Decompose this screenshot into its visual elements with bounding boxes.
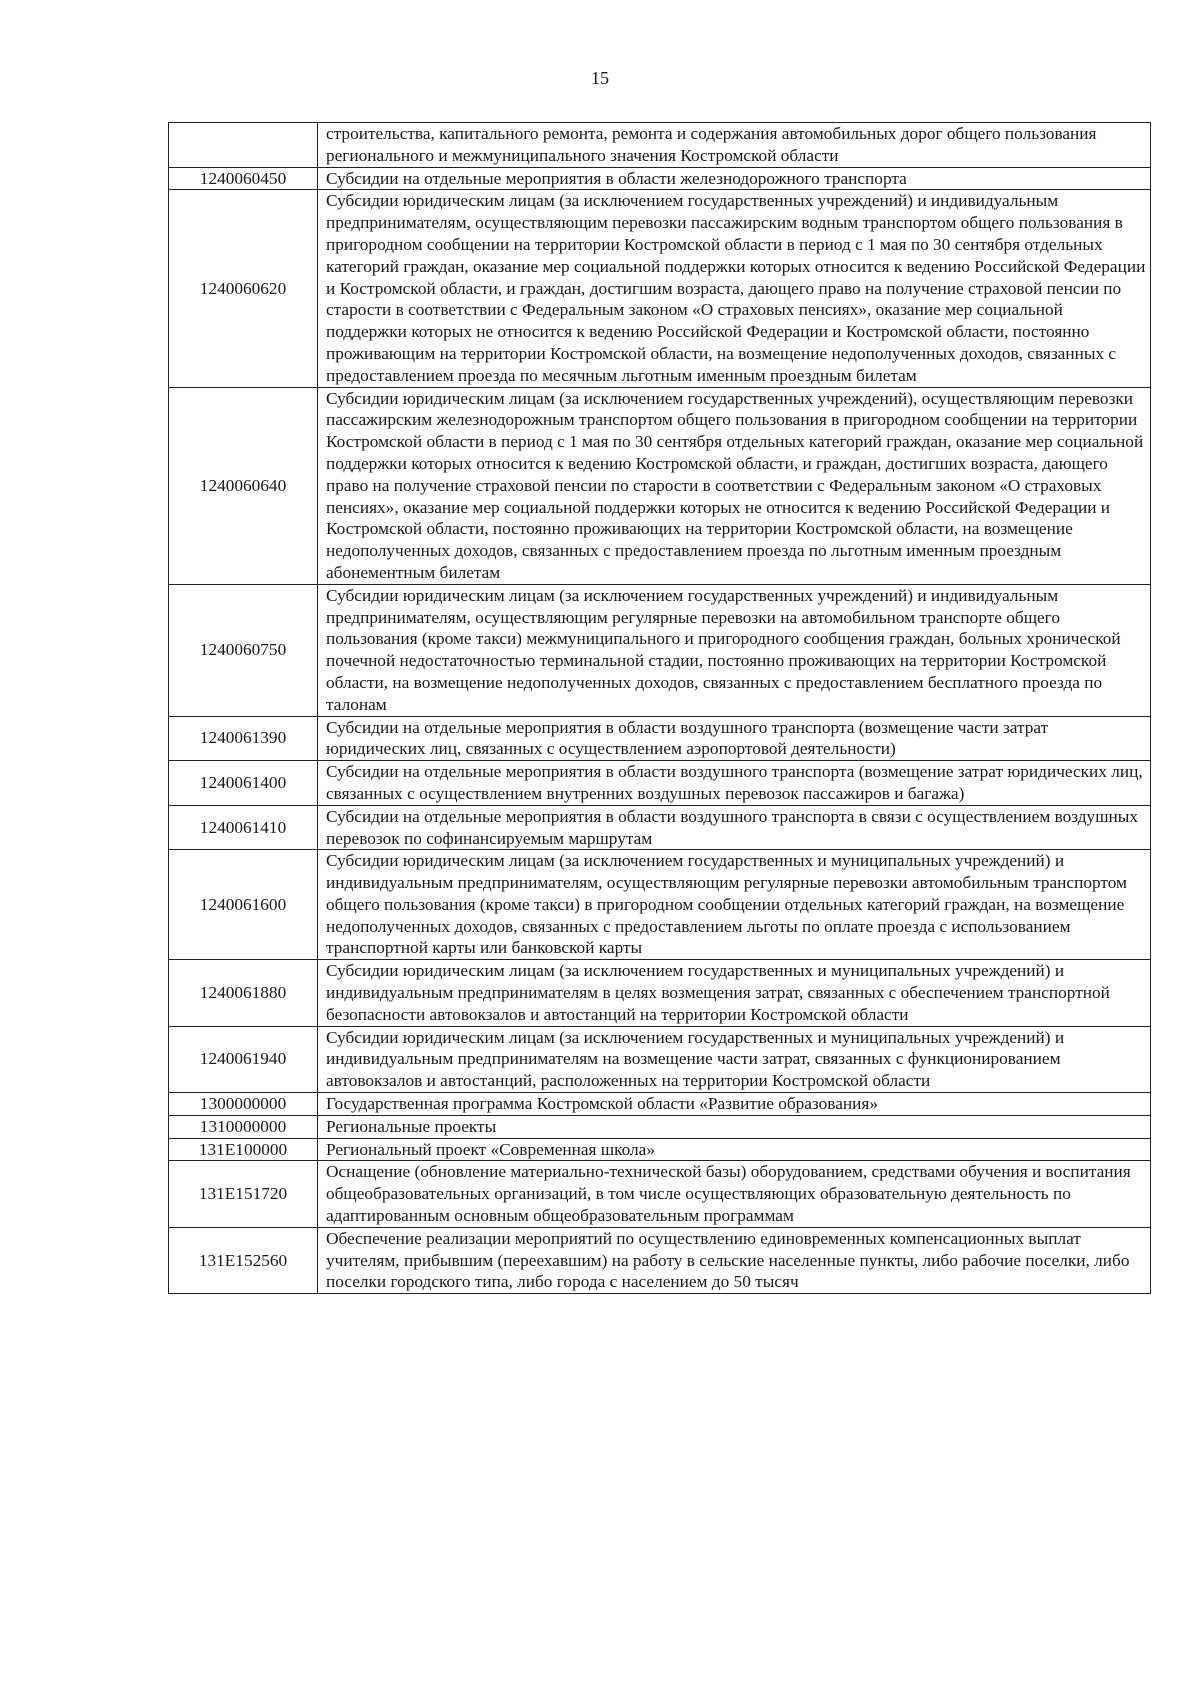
row-code: 1240061390 [169,716,318,761]
page-number: 15 [591,68,609,88]
row-description: Субсидии юридическим лицам (за исключением государственных учреждений), осуществляющим перевозки пассажирским железнодорожным транспортом общего пользования в пригородном сообщении на территории Костромской области в период с 1 мая по 30 сентября отдельных категорий граждан, оказание мер социальной поддержки которых относится к ведению Костромской области, и граждан, достигших возраста, дающего право на получение страховой пенсии по старости в соответствии с Федеральным законом «О страховых пенсиях», оказание мер социальной поддержки которых не относится к ведению Российской Федерации и Костромской области, постоянно проживающих на территории Костромской области, на возмещение недополученных доходов, связанных с предоставлением проезда по льготным именным проездным абонементным билетам [318,387,1151,584]
table-row [169,1161,1151,1227]
row-description: Субсидии на отдельные мероприятия в области воздушного транспорта в связи с осуществлением воздушных перевозок по софинансируемым маршрутам [318,805,1151,850]
table-row [169,850,1151,960]
row-code: 1240060640 [169,387,318,584]
row-code: 131E151720 [169,1161,318,1227]
row-description: Субсидии юридическим лицам (за исключением государственных учреждений) и индивидуальным предпринимателям, осуществляющим регулярные перевозки на автомобильном транспорте общего пользования (кроме такси) межмуниципального и пригородного сообщения граждан, больных хронической почечной недостаточностью терминальной стадии, постоянно проживающих на территории Костромской области, на возмещение недополученных доходов, связанных с предоставлением бесплатного проезда по талонам [318,584,1151,716]
row-description: Субсидии на отдельные мероприятия в области железнодорожного транспорта [318,167,1151,190]
table-row [169,167,1151,190]
row-description: Субсидии на отдельные мероприятия в области воздушного транспорта (возмещение части затрат юридических лиц, связанных с осуществлением аэропортовой деятельности) [318,716,1151,761]
table-row [169,1115,1151,1138]
row-code: 1240061880 [169,960,318,1026]
row-description: Субсидии юридическим лицам (за исключением государственных и муниципальных учреждений) и индивидуальным предпринимателям в целях возмещения затрат, связанных с обеспечением транспортной безопасности автовокзалов и автостанций на территории Костромской области [318,960,1151,1026]
row-description: Региональные проекты [318,1115,1151,1138]
row-description: строительства, капитального ремонта, ремонта и содержания автомобильных дорог общего пользования регионального и межмуниципального значения Костромской области [318,123,1151,168]
row-code: 1240061600 [169,850,318,960]
row-description: Обеспечение реализации мероприятий по осуществлению единовременных компенсационных выплат учителям, прибывшим (переехавшим) на работу в сельские населенные пункты, либо рабочие поселки, либо поселки городского типа, либо города с населением до 50 тысяч [318,1227,1151,1293]
row-code: 131E152560 [169,1227,318,1293]
row-description: Государственная программа Костромской области «Развитие образования» [318,1093,1151,1116]
table-row [169,387,1151,584]
row-code: 1240061940 [169,1026,318,1092]
budget-classification-table [168,122,1151,1294]
row-code [169,123,318,168]
table-row [169,716,1151,761]
table-row [169,123,1151,168]
table-row [169,1093,1151,1116]
row-description: Субсидии юридическим лицам (за исключением государственных учреждений) и индивидуальным предпринимателям, осуществляющим перевозки пассажирским водным транспортом общего пользования в пригородном сообщении на территории Костромской области в период с 1 мая по 30 сентября отдельных категорий граждан, оказание мер социальной поддержки которых относится к ведению Российской Федерации и Костромской области, и граждан, достигшим возраста, дающего право на получение страховой пенсии по старости в соответствии с Федеральным законом «О страховых пенсиях», оказание мер социальной поддержки которых не относится к ведению Российской Федерации и Костромской области, постоянно проживающим на территории Костромской области, на возмещение недополученных доходов, связанных с предоставлением проезда по месячным льготным именным проездным билетам [318,190,1151,387]
row-description: Оснащение (обновление материально-технической базы) оборудованием, средствами обучения и воспитания общеобразовательных организаций, в том числе осуществляющих образовательную деятельность по адаптированным основным общеобразовательным программам [318,1161,1151,1227]
row-description: Субсидии юридическим лицам (за исключением государственных и муниципальных учреждений) и индивидуальным предпринимателям, осуществляющим регулярные перевозки автомобильным транспортом общего пользования (кроме такси) в пригородном сообщении отдельных категорий граждан, на возмещение недополученных доходов, связанных с предоставлением льготы по оплате проезда с использованием транспортной карты или банковской карты [318,850,1151,960]
table-row [169,584,1151,716]
row-description: Региональный проект «Современная школа» [318,1138,1151,1161]
table-row [169,960,1151,1026]
table-row [169,1227,1151,1293]
table-row [169,761,1151,806]
table-row [169,1026,1151,1092]
row-code: 1240061410 [169,805,318,850]
row-code: 1240060750 [169,584,318,716]
table-row [169,1138,1151,1161]
row-description: Субсидии юридическим лицам (за исключением государственных и муниципальных учреждений) и индивидуальным предпринимателям на возмещение части затрат, связанных с функционированием автовокзалов и автостанций, расположенных на территории Костромской области [318,1026,1151,1092]
row-code: 1240060620 [169,190,318,387]
row-code: 131E100000 [169,1138,318,1161]
row-code: 1240060450 [169,167,318,190]
table-row [169,805,1151,850]
table-row [169,190,1151,387]
row-code: 1310000000 [169,1115,318,1138]
row-code: 1240061400 [169,761,318,806]
row-code: 1300000000 [169,1093,318,1116]
row-description: Субсидии на отдельные мероприятия в области воздушного транспорта (возмещение затрат юридических лиц, связанных с осуществлением внутренних воздушных перевозок пассажиров и багажа) [318,761,1151,806]
